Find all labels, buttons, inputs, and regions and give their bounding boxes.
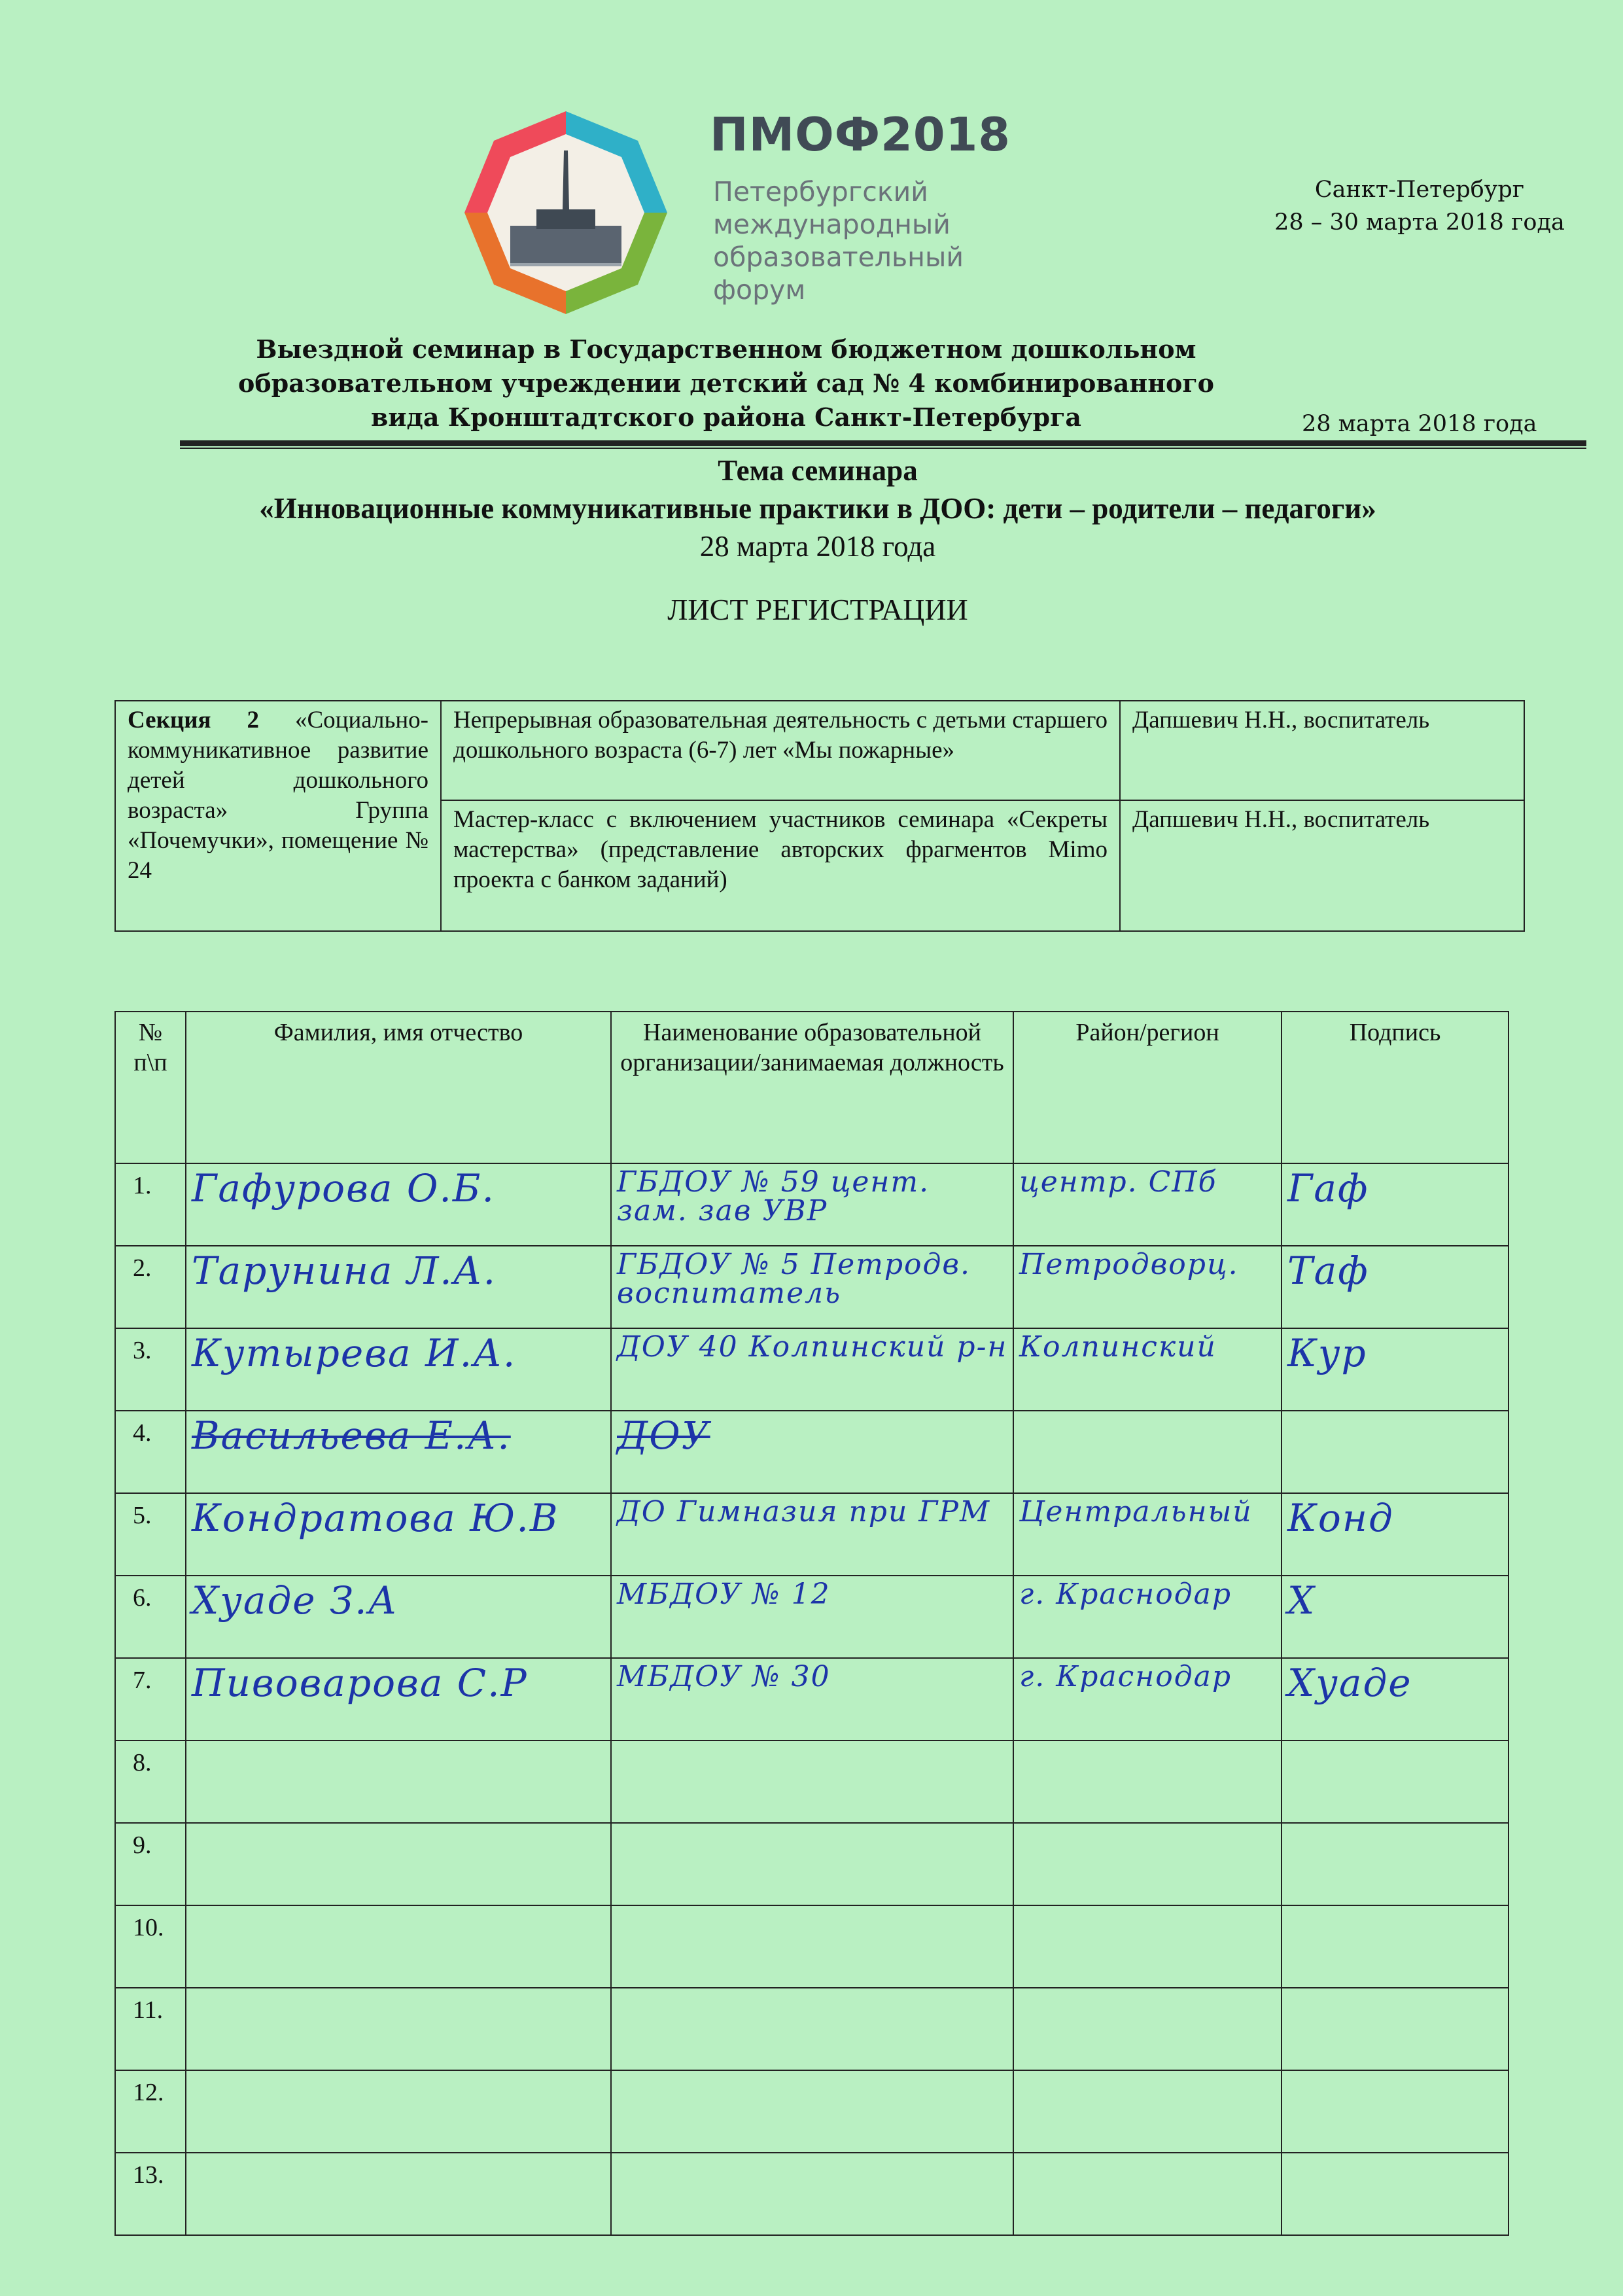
- table-header-row: [115, 1012, 1509, 1163]
- participant-name: Гафурова О.Б.: [192, 1166, 495, 1210]
- region-cell[interactable]: [1013, 1246, 1282, 1328]
- region-cell[interactable]: [1013, 1411, 1282, 1493]
- row-number: 11.: [115, 1988, 186, 2070]
- name-cell[interactable]: [186, 1163, 611, 1246]
- seminar-title-line: образовательном учреждении детский сад № 4 комбинированного: [237, 368, 1214, 398]
- region-cell[interactable]: [1013, 1163, 1282, 1246]
- event-presenter: Дапшевич Н.Н., воспитатель: [1120, 800, 1524, 931]
- signature-cell[interactable]: [1282, 1823, 1509, 1905]
- participant-region: г. Краснодар: [1019, 1578, 1232, 1611]
- signature-cell[interactable]: [1282, 2070, 1509, 2153]
- region-cell[interactable]: [1013, 1905, 1282, 1988]
- section-label-bold: Секция 2: [128, 707, 260, 733]
- signature-cell[interactable]: [1282, 1658, 1509, 1740]
- row-number: 10.: [115, 1905, 186, 1988]
- region-cell[interactable]: [1013, 2070, 1282, 2153]
- org-cell[interactable]: [611, 1493, 1013, 1576]
- registration-table: [114, 1011, 1509, 2236]
- header-signature: Подпись: [1282, 1012, 1509, 1163]
- participant-name: Пивоварова С.Р: [192, 1661, 528, 1705]
- signature-cell[interactable]: [1282, 1411, 1509, 1493]
- topic-heading: Тема семинара: [718, 454, 918, 487]
- org-cell[interactable]: [611, 1658, 1013, 1740]
- participant-name: Кутырева И.А.: [192, 1331, 517, 1375]
- table-row: [115, 1905, 1509, 1988]
- signature-cell[interactable]: [1282, 1493, 1509, 1576]
- participant-region: г. Краснодар: [1019, 1660, 1232, 1693]
- table-row: [115, 1411, 1509, 1493]
- event-title: Непрерывная образовательная деятельность с детьми старшего дошкольного возраста (6-7) лет «Мы пожарные»: [441, 701, 1120, 800]
- seminar-topic: [105, 451, 1531, 565]
- participant-signature: Таф: [1287, 1248, 1369, 1293]
- section-label-cell: [115, 701, 441, 931]
- name-cell[interactable]: [186, 2153, 611, 2235]
- city-name: Санкт-Петербург: [1314, 177, 1525, 203]
- participant-name: Кондратова Ю.В: [192, 1496, 559, 1540]
- logo-subtitle: [713, 175, 964, 306]
- participant-org: ГБДОУ № 5 Петродв. воспитатель: [617, 1248, 971, 1310]
- sheet-title: ЛИСТ РЕГИСТРАЦИИ: [667, 593, 968, 626]
- participant-signature: Хуаде: [1287, 1661, 1412, 1705]
- table-row: [115, 1988, 1509, 2070]
- table-row: [115, 1246, 1509, 1328]
- org-cell[interactable]: [611, 1246, 1013, 1328]
- row-number: 9.: [115, 1823, 186, 1905]
- name-cell[interactable]: [186, 1988, 611, 2070]
- table-row: [115, 1576, 1509, 1658]
- row-number: 8.: [115, 1740, 186, 1823]
- participant-org: ДОУ: [617, 1413, 710, 1458]
- participant-signature: Гаф: [1287, 1166, 1369, 1210]
- org-cell[interactable]: [611, 1988, 1013, 2070]
- logo-subtitle-line: международный: [713, 209, 951, 240]
- signature-cell[interactable]: [1282, 1328, 1509, 1411]
- seminar-title-line: Выездной семинар в Государственном бюджетном дошкольном: [256, 334, 1196, 364]
- table-row: [115, 1740, 1509, 1823]
- table-row: [115, 1823, 1509, 1905]
- section-label-text: «Социально-коммуникативное развитие детей дошкольного возраста» Группа «Почемучки», помещение № 24: [128, 707, 428, 884]
- table-row: [115, 1163, 1509, 1246]
- participant-org: ДО Гимназия при ГРМ: [617, 1495, 991, 1528]
- participant-name: Васильева Е.А.: [192, 1413, 511, 1458]
- header-number: № п\п: [115, 1012, 186, 1163]
- table-row: [115, 2070, 1509, 2153]
- row-number: 5.: [115, 1493, 186, 1576]
- region-cell[interactable]: [1013, 1658, 1282, 1740]
- name-cell[interactable]: [186, 1246, 611, 1328]
- row-number: 1.: [115, 1163, 186, 1246]
- logo-subtitle-line: образовательный: [713, 241, 964, 273]
- name-cell[interactable]: [186, 1411, 611, 1493]
- logo-title: ПМОФ2018: [710, 108, 1011, 162]
- signature-cell[interactable]: [1282, 1905, 1509, 1988]
- signature-cell[interactable]: [1282, 1988, 1509, 2070]
- participant-org: ДОУ 40 Колпинский р-н: [617, 1330, 1008, 1364]
- org-cell[interactable]: [611, 1411, 1013, 1493]
- participant-name: Хуаде З.А: [192, 1578, 398, 1623]
- section-row: [115, 701, 1524, 800]
- region-cell[interactable]: [1013, 1493, 1282, 1576]
- org-cell[interactable]: [611, 1576, 1013, 1658]
- table-row: [115, 2153, 1509, 2235]
- org-cell[interactable]: [611, 1740, 1013, 1823]
- participant-signature: Конд: [1287, 1496, 1394, 1540]
- row-number: 6.: [115, 1576, 186, 1658]
- signature-cell[interactable]: [1282, 1163, 1509, 1246]
- section-table: [114, 700, 1525, 932]
- topic-name: «Инновационные коммуникативные практики в ДОО: дети – родители – педагоги»: [259, 492, 1376, 525]
- region-cell[interactable]: [1013, 1328, 1282, 1411]
- signature-cell[interactable]: [1282, 1576, 1509, 1658]
- signature-cell[interactable]: [1282, 1246, 1509, 1328]
- row-number: 2.: [115, 1246, 186, 1328]
- header-rule: [180, 440, 1586, 446]
- seminar-date: 28 марта 2018 года: [1302, 411, 1537, 437]
- table-row: [115, 1658, 1509, 1740]
- region-cell[interactable]: [1013, 1823, 1282, 1905]
- header-region: Район/регион: [1013, 1012, 1282, 1163]
- participant-region: центр. СПб: [1019, 1165, 1217, 1199]
- row-number: 12.: [115, 2070, 186, 2153]
- org-cell[interactable]: [611, 2153, 1013, 2235]
- name-cell[interactable]: [186, 1493, 611, 1576]
- forum-dates: 28 – 30 марта 2018 года: [1274, 209, 1565, 236]
- participant-region: Центральный: [1019, 1495, 1253, 1528]
- row-number: 4.: [115, 1411, 186, 1493]
- participant-name: Тарунина Л.А.: [192, 1248, 497, 1293]
- forum-logo-icon: [464, 111, 667, 314]
- seminar-title: [170, 332, 1282, 434]
- name-cell[interactable]: [186, 1328, 611, 1411]
- participant-region: Петродворц.: [1019, 1248, 1239, 1281]
- region-cell[interactable]: [1013, 1740, 1282, 1823]
- org-cell[interactable]: [611, 2070, 1013, 2153]
- name-cell[interactable]: [186, 1740, 611, 1823]
- participant-org: МБДОУ № 12: [617, 1578, 831, 1611]
- region-cell[interactable]: [1013, 2153, 1282, 2235]
- participant-region: Колпинский: [1019, 1330, 1217, 1364]
- org-cell[interactable]: [611, 1823, 1013, 1905]
- region-cell[interactable]: [1013, 1576, 1282, 1658]
- table-row: [115, 1493, 1509, 1576]
- forum-location: [1266, 173, 1573, 239]
- name-cell[interactable]: [186, 1576, 611, 1658]
- topic-date: 28 марта 2018 года: [699, 530, 936, 563]
- name-cell[interactable]: [186, 2070, 611, 2153]
- row-number: 7.: [115, 1658, 186, 1740]
- logo-subtitle-line: Петербургский: [713, 176, 928, 207]
- header-rule-thin: [180, 448, 1586, 449]
- signature-cell[interactable]: [1282, 1740, 1509, 1823]
- participant-signature: Х: [1287, 1578, 1316, 1623]
- event-presenter: Дапшевич Н.Н., воспитатель: [1120, 701, 1524, 800]
- participant-signature: Кур: [1287, 1331, 1367, 1375]
- event-title: Мастер-класс с включением участников семинара «Секреты мастерства» (представление авторских фрагментов Mimo проекта с банком заданий): [441, 800, 1120, 931]
- name-cell[interactable]: [186, 1905, 611, 1988]
- participant-org: МБДОУ № 30: [617, 1660, 831, 1693]
- row-number: 3.: [115, 1328, 186, 1411]
- header-organization: Наименование образовательной организации/занимаемая должность: [611, 1012, 1013, 1163]
- participant-org: ГБДОУ № 59 цент. зам. зав УВР: [617, 1165, 930, 1227]
- header-full-name: Фамилия, имя отчество: [186, 1012, 611, 1163]
- signature-cell[interactable]: [1282, 2153, 1509, 2235]
- row-number: 13.: [115, 2153, 186, 2235]
- org-cell[interactable]: [611, 1163, 1013, 1246]
- name-cell[interactable]: [186, 1658, 611, 1740]
- region-cell[interactable]: [1013, 1988, 1282, 2070]
- logo-subtitle-line: форум: [713, 274, 806, 306]
- seminar-title-line: вида Кронштадтского района Санкт-Петербурга: [370, 402, 1082, 432]
- org-cell[interactable]: [611, 1905, 1013, 1988]
- table-row: [115, 1328, 1509, 1411]
- name-cell[interactable]: [186, 1823, 611, 1905]
- org-cell[interactable]: [611, 1328, 1013, 1411]
